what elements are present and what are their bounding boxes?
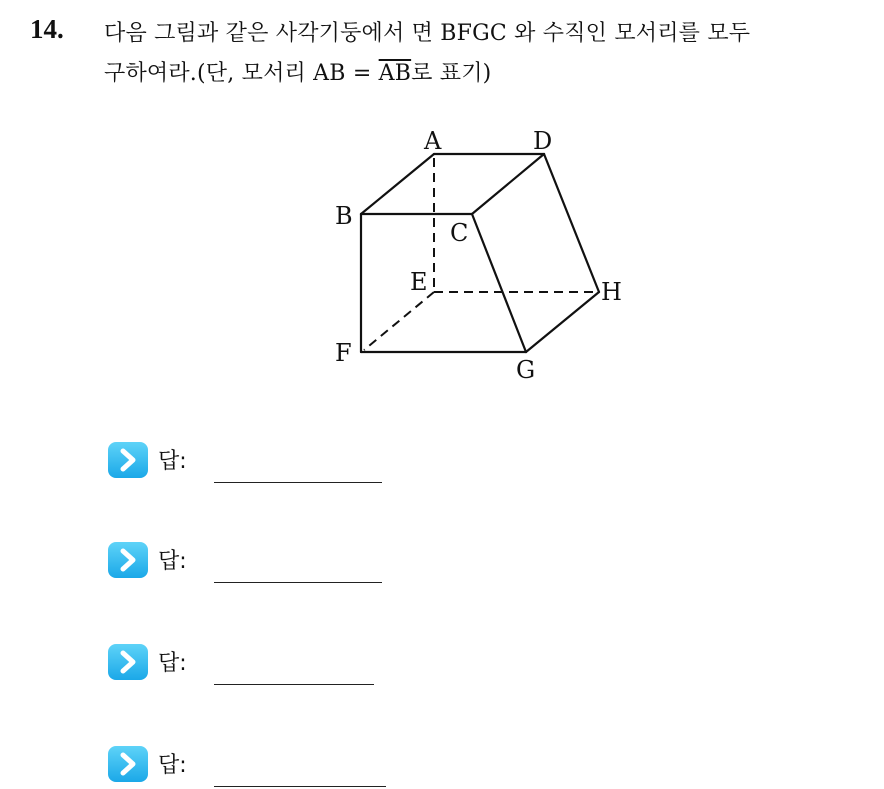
vertex-label-E: E [410, 268, 428, 296]
question-text-line1: 다음 그림과 같은 사각기둥에서 면 BFGC 와 수직인 모서리를 모두 [104, 21, 751, 46]
edge-CD [472, 154, 544, 214]
edge-EF-hidden [364, 292, 434, 350]
chevron-right-icon [108, 442, 148, 478]
answer-row-2 [108, 542, 408, 582]
vertex-label-G: G [516, 356, 536, 384]
answer-input-line[interactable] [214, 482, 382, 483]
overline-notation: $\overline{AB}$ [378, 61, 412, 86]
answer-input-line[interactable] [214, 684, 374, 685]
vertex-label-H: H [601, 278, 622, 306]
vertex-label-B: B [335, 202, 353, 230]
answer-label: 답: [158, 753, 187, 778]
chevron-right-icon [108, 542, 148, 578]
edge-GH [526, 292, 599, 352]
answer-row-4 [108, 746, 408, 786]
chevron-right-icon [108, 644, 148, 680]
answer-row-1 [108, 442, 408, 482]
answer-input-line[interactable] [214, 582, 382, 583]
edge-DH [544, 154, 599, 292]
question-number: 14. [30, 14, 64, 44]
answer-input-line[interactable] [214, 786, 386, 787]
answer-label: 답: [158, 549, 187, 574]
edge-CG [472, 214, 526, 352]
answer-label: 답: [158, 651, 187, 676]
question-text-part: 로 표기) [411, 61, 492, 86]
answer-row-3 [108, 644, 408, 684]
question-text-part: 구하여라.(단, 모서리 AB = [104, 61, 379, 86]
edge-AB [361, 154, 434, 214]
vertex-label-A: A [424, 127, 442, 155]
vertex-label-C: C [450, 219, 469, 247]
vertex-label-D: D [533, 127, 553, 155]
vertex-label-F: F [335, 339, 352, 367]
answer-label: 답: [158, 449, 187, 474]
chevron-right-icon [108, 746, 148, 782]
